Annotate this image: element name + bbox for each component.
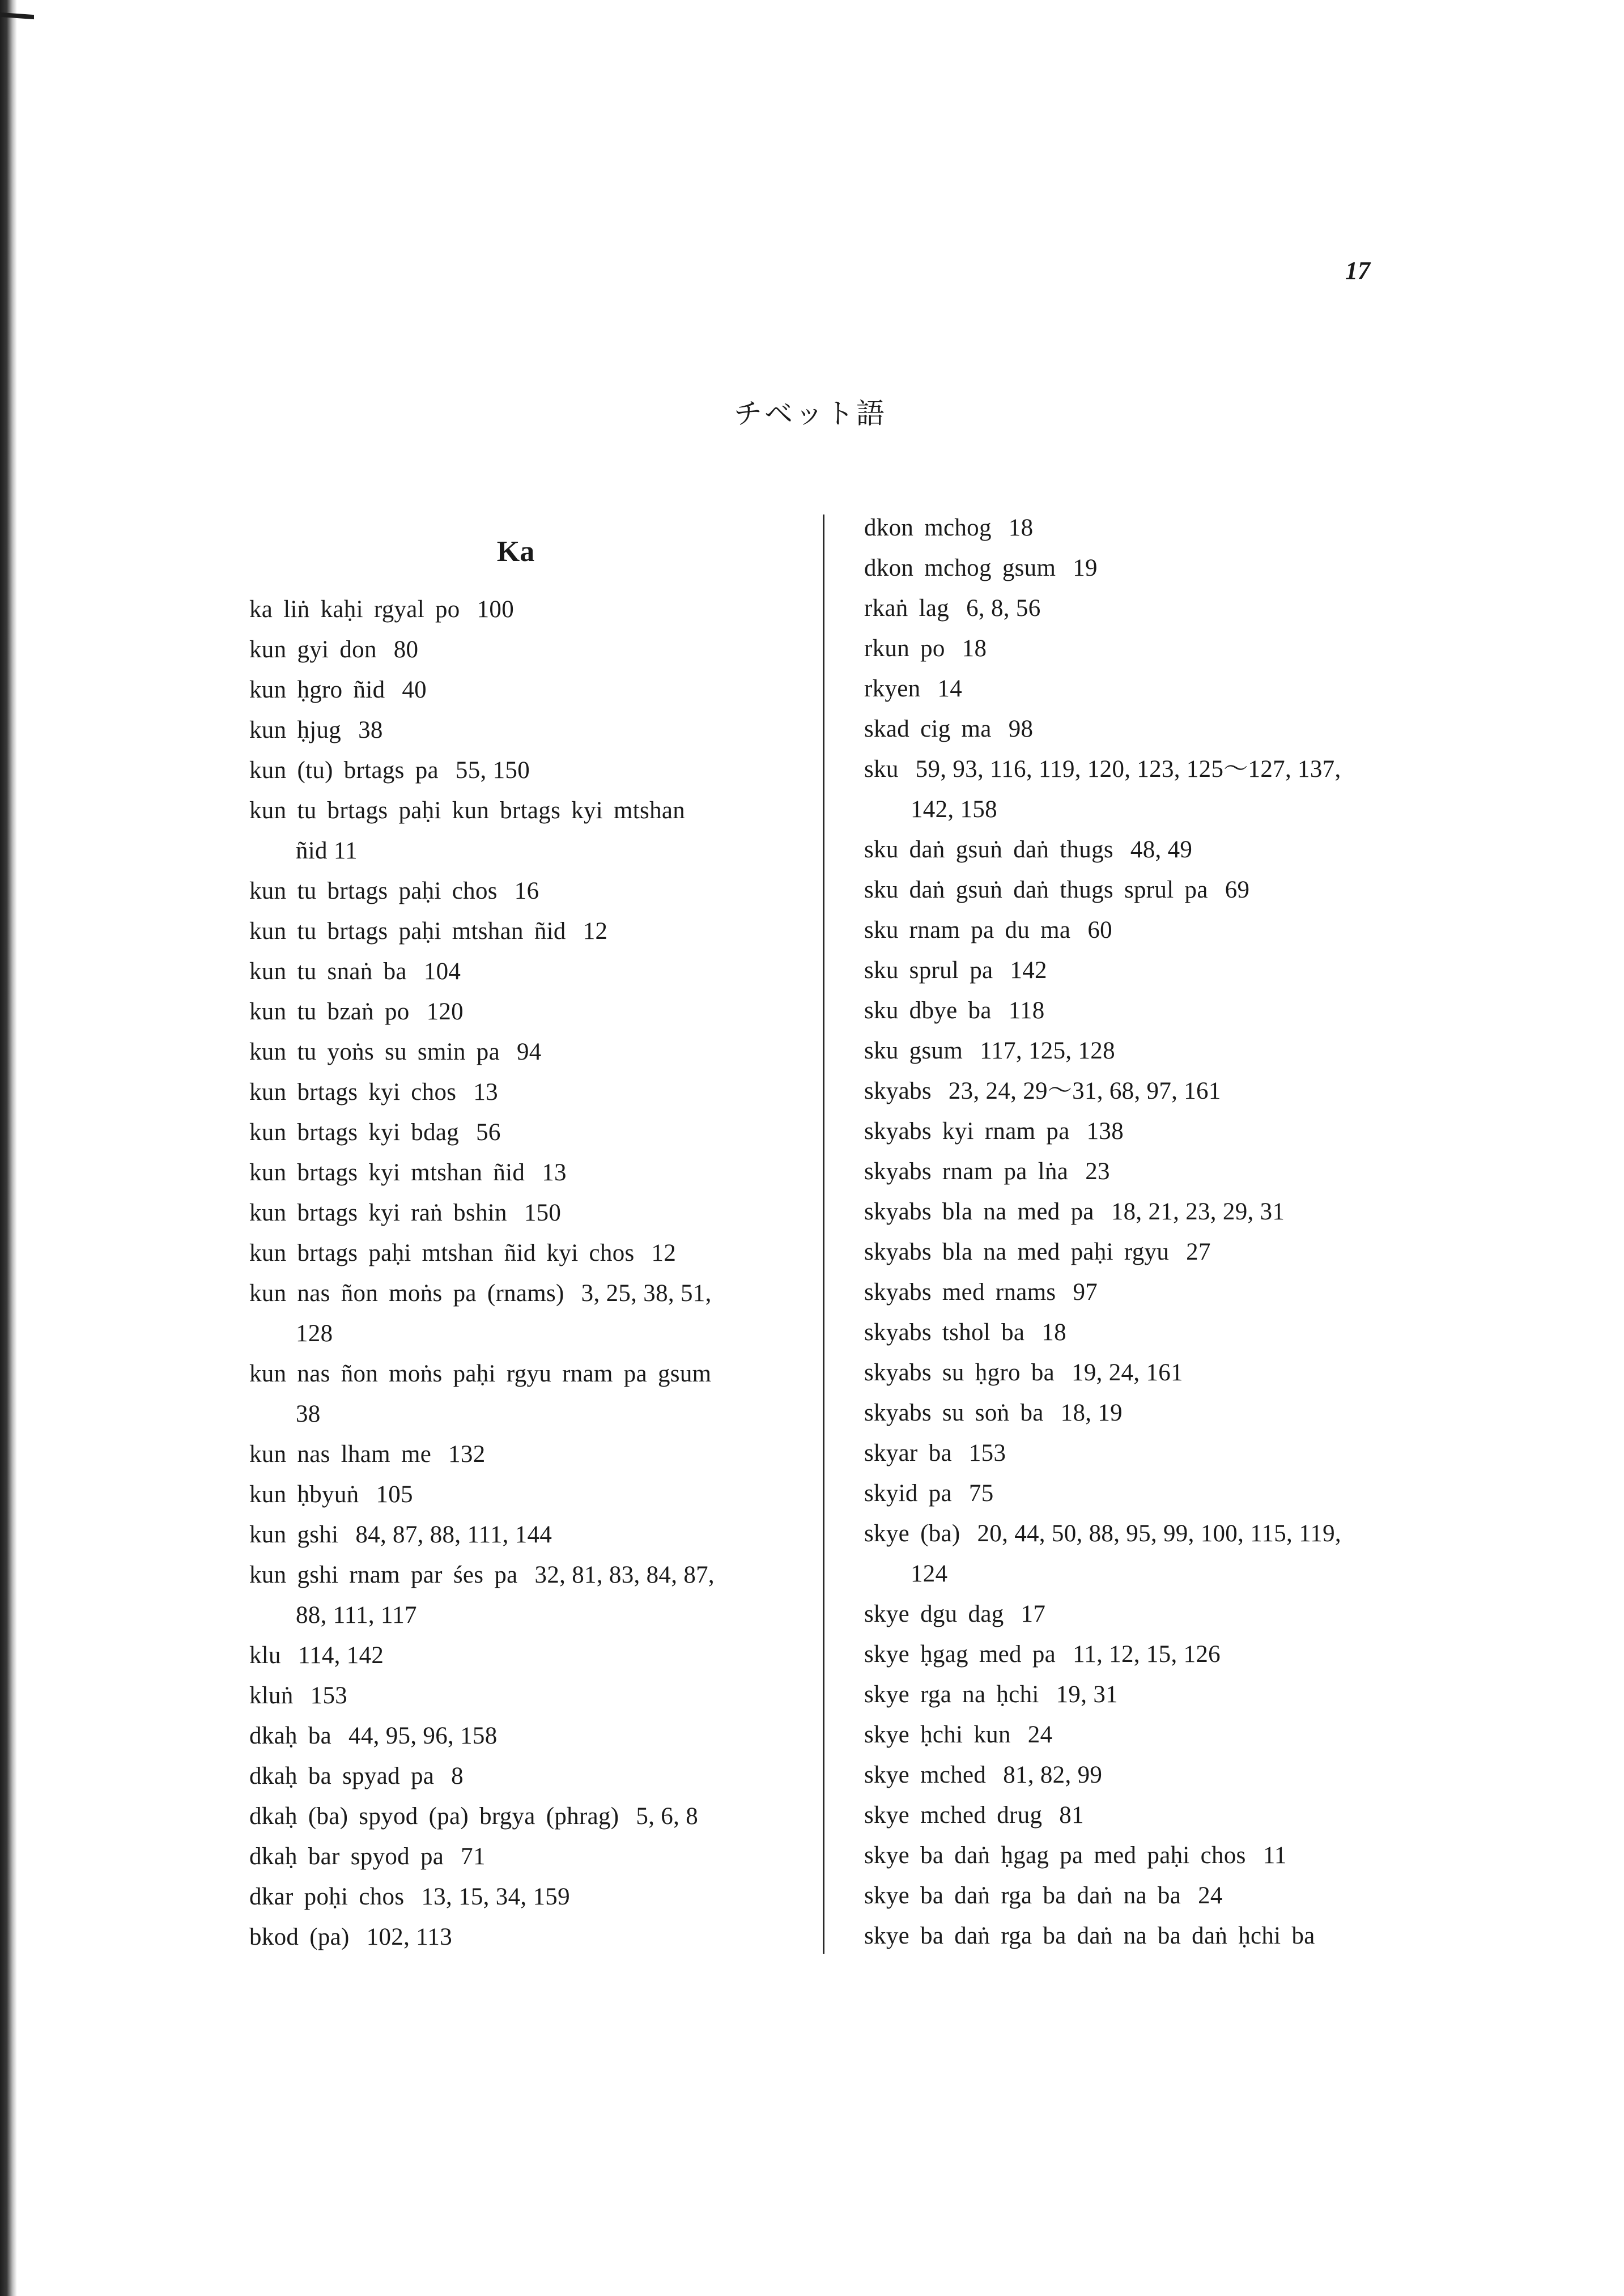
index-entry [864, 1876, 1223, 1916]
index-entry [864, 1513, 1341, 1594]
index-entry [249, 1716, 498, 1756]
index-term: dkon mchog gsum [864, 555, 1056, 581]
index-entry [864, 1272, 1098, 1312]
index-term: kun brtags kyi mtshan ñid [249, 1159, 525, 1186]
index-entry [249, 750, 530, 790]
index-pages: 18, 21, 23, 29, 31 [1111, 1198, 1285, 1225]
index-entry [864, 628, 987, 669]
index-pages: 13, 15, 34, 159 [421, 1883, 570, 1910]
index-term: sku dbye ba [864, 997, 992, 1024]
index-pages: 75 [968, 1480, 994, 1507]
index-entry [249, 1153, 567, 1193]
index-term: skye rga na ḥchi [864, 1681, 1039, 1708]
index-pages: 40 [402, 677, 427, 703]
index-term: sku daṅ gsuṅ daṅ thugs [864, 836, 1113, 863]
index-entry [864, 1795, 1084, 1835]
index-entry [249, 589, 514, 630]
index-pages: 138 [1086, 1118, 1124, 1145]
index-pages: 13 [542, 1159, 567, 1186]
index-term: kun tu brtags paḥi chos [249, 878, 498, 904]
index-entry [864, 1232, 1211, 1272]
index-entry [249, 1072, 498, 1112]
index-pages: 142 [1010, 957, 1047, 984]
index-term: skye mched drug [864, 1802, 1043, 1829]
index-term: kun tu bzaṅ po [249, 998, 410, 1025]
index-term: kluṅ [249, 1682, 294, 1709]
index-entry [249, 1112, 501, 1153]
index-pages: 102, 113 [366, 1924, 452, 1950]
index-pages: 104 [423, 958, 461, 985]
index-entry [864, 1473, 994, 1513]
index-entry [249, 670, 427, 710]
index-pages: 38 [358, 717, 383, 743]
index-entry [249, 1032, 542, 1072]
index-entry [864, 1151, 1110, 1192]
index-term: kun tu brtags paḥi kun brtags kyi mtshan [249, 797, 686, 824]
index-term: sku [864, 756, 899, 783]
index-term: skyabs rnam pa lṅa [864, 1158, 1069, 1185]
index-entry [249, 1434, 486, 1474]
index-entry [864, 1031, 1115, 1071]
index-term: kun brtags paḥi mtshan ñid kyi chos [249, 1240, 635, 1266]
index-term: kun ḥgro ñid [249, 677, 385, 703]
index-pages: 12 [583, 918, 608, 945]
index-pages: 55, 150 [455, 757, 530, 784]
index-term: skye ḥgag med pa [864, 1641, 1056, 1668]
index-pages: 44, 95, 96, 158 [348, 1723, 498, 1749]
index-term: kun ḥjug [249, 717, 342, 743]
index-term: skyabs [864, 1078, 932, 1104]
index-term: ka liṅ kaḥi rgyal po [249, 596, 460, 623]
index-entry [249, 951, 461, 992]
index-term: skyid pa [864, 1480, 952, 1507]
index-term: skye dgu dag [864, 1601, 1004, 1627]
index-term: skyar ba [864, 1440, 952, 1466]
index-term: kun gshi rnam par śes pa [249, 1562, 518, 1588]
index-pages: 81, 82, 99 [1003, 1762, 1103, 1788]
index-pages: 19, 31 [1056, 1681, 1118, 1708]
index-entry [864, 830, 1192, 870]
index-term: dkon mchog [864, 515, 992, 541]
index-entry [864, 1393, 1123, 1433]
index-entry [864, 1111, 1124, 1151]
index-term: kun gyi don [249, 636, 377, 663]
index-term: skye ba daṅ rga ba daṅ na ba daṅ ḥchi ba [864, 1923, 1315, 1949]
index-term: skyabs su soṅ ba [864, 1400, 1044, 1426]
index-entry [864, 1433, 1006, 1473]
index-term: kun brtags kyi chos [249, 1079, 457, 1106]
index-pages: 56 [476, 1119, 501, 1146]
index-term: rkun po [864, 635, 945, 662]
index-pages: 18 [962, 635, 987, 662]
index-pages: 153 [310, 1682, 348, 1709]
index-continuation: 124 [911, 1561, 948, 1587]
index-term: kun nas lham me [249, 1441, 432, 1468]
index-entry [249, 710, 383, 750]
index-term: skye mched [864, 1762, 987, 1788]
index-entry [864, 950, 1047, 990]
index-pages: 98 [1008, 716, 1034, 742]
index-pages: 150 [524, 1200, 562, 1226]
index-pages: 12 [651, 1240, 677, 1266]
column-divider [823, 515, 824, 1954]
index-entry [864, 1192, 1285, 1232]
index-term: rkyen [864, 675, 921, 702]
index-term: dkaḥ bar spyod pa [249, 1843, 444, 1870]
index-entry [249, 1273, 712, 1354]
index-pages: 117, 125, 128 [980, 1038, 1115, 1064]
index-pages: 17 [1021, 1601, 1046, 1627]
index-term: dkaḥ ba [249, 1723, 332, 1749]
index-entry [249, 992, 464, 1032]
scan-edge [0, 0, 17, 2296]
index-entry [864, 1353, 1183, 1393]
index-pages: 18, 19 [1060, 1400, 1123, 1426]
index-pages: 132 [448, 1441, 486, 1468]
index-term: skye ba daṅ rga ba daṅ na ba [864, 1882, 1181, 1909]
index-pages: 16 [514, 878, 539, 904]
index-pages: 114, 142 [297, 1642, 384, 1669]
index-term: kun nas ñon moṅs pa (rnams) [249, 1280, 564, 1307]
index-entry [864, 1835, 1287, 1876]
index-entry [864, 709, 1033, 749]
index-continuation: 38 [296, 1401, 321, 1427]
index-pages: 94 [516, 1039, 542, 1065]
index-pages: 118 [1008, 997, 1045, 1024]
index-entry [249, 1796, 698, 1836]
page-title: チベット語 [734, 397, 887, 430]
index-entry [864, 1755, 1102, 1795]
index-term: dkar poḥi chos [249, 1883, 405, 1910]
index-entry [864, 588, 1041, 628]
index-entry [864, 1312, 1066, 1353]
index-entry [864, 749, 1341, 830]
index-entry [249, 1917, 452, 1957]
index-entry [249, 1193, 561, 1233]
index-term: skyabs bla na med paḥi rgyu [864, 1239, 1170, 1265]
index-term: kun gshi [249, 1521, 339, 1548]
index-entry [864, 1916, 1315, 1956]
index-entry [864, 1674, 1118, 1715]
index-pages: 13 [473, 1079, 498, 1106]
index-entry [864, 1071, 1221, 1111]
index-term: kun nas ñon moṅs paḥi rgyu rnam pa gsum [249, 1360, 712, 1387]
index-pages: 14 [937, 675, 963, 702]
index-pages: 48, 49 [1130, 836, 1193, 863]
page-number: 17 [1345, 257, 1370, 284]
index-entry [249, 1515, 552, 1555]
section-heading: Ka [496, 535, 535, 568]
index-pages: 105 [376, 1481, 413, 1508]
index-pages: 153 [968, 1440, 1006, 1466]
index-entry [864, 910, 1112, 950]
index-pages: 97 [1073, 1279, 1098, 1306]
index-pages: 84, 87, 88, 111, 144 [355, 1521, 552, 1548]
index-pages: 3, 25, 38, 51, [581, 1280, 712, 1307]
index-term: dkaḥ (ba) spyod (pa) brgya (phrag) [249, 1803, 619, 1830]
index-continuation: 128 [296, 1320, 333, 1347]
index-entry [249, 911, 607, 951]
index-term: rkaṅ lag [864, 595, 950, 622]
index-term: skyabs kyi rnam pa [864, 1118, 1070, 1145]
index-pages: 24 [1027, 1721, 1053, 1748]
index-pages: 71 [461, 1843, 486, 1870]
index-pages: 23, 24, 29〜31, 68, 97, 161 [948, 1078, 1221, 1104]
index-pages: 69 [1225, 877, 1250, 903]
index-pages: 19 [1073, 555, 1098, 581]
index-term: skyabs med rnams [864, 1279, 1056, 1306]
index-pages: 100 [477, 596, 514, 623]
index-term: skye ba daṅ ḥgag pa med paḥi chos [864, 1842, 1246, 1869]
index-entry [249, 1635, 384, 1676]
index-term: klu [249, 1642, 281, 1669]
index-entry [249, 1233, 676, 1273]
index-pages: 18 [1041, 1319, 1066, 1346]
index-continuation: ñid 11 [296, 837, 358, 864]
index-pages: 18 [1008, 515, 1034, 541]
index-pages: 32, 81, 83, 84, 87, [534, 1562, 715, 1588]
index-entry [249, 871, 539, 911]
index-term: skyabs bla na med pa [864, 1198, 1094, 1225]
index-entry [864, 1594, 1045, 1634]
index-term: skyabs su ḥgro ba [864, 1359, 1055, 1386]
index-term: skad cig ma [864, 716, 992, 742]
index-pages: 24 [1198, 1882, 1223, 1909]
index-entry [864, 1634, 1221, 1674]
index-entry [249, 790, 685, 871]
index-continuation: 142, 158 [911, 796, 997, 823]
index-entry [864, 990, 1045, 1031]
index-entry [249, 630, 418, 670]
index-entry [249, 1756, 464, 1796]
index-pages: 11, 12, 15, 126 [1073, 1641, 1221, 1668]
index-term: kun tu snaṅ ba [249, 958, 407, 985]
index-term: bkod (pa) [249, 1924, 350, 1950]
index-pages: 19, 24, 161 [1072, 1359, 1183, 1386]
index-term: kun brtags kyi raṅ bshin [249, 1200, 507, 1226]
index-entry [864, 508, 1033, 548]
index-pages: 6, 8, 56 [966, 595, 1041, 622]
index-term: kun tu brtags paḥi mtshan ñid [249, 918, 566, 945]
index-pages: 8 [451, 1763, 464, 1789]
index-pages: 5, 6, 8 [636, 1803, 698, 1830]
index-entry [249, 1877, 570, 1917]
index-pages: 81 [1059, 1802, 1084, 1829]
index-term: sku rnam pa du ma [864, 917, 1071, 943]
index-term: kun brtags kyi bdag [249, 1119, 460, 1146]
index-pages: 27 [1186, 1239, 1211, 1265]
index-term: kun tu yoṅs su smin pa [249, 1039, 500, 1065]
index-term: dkaḥ ba spyad pa [249, 1763, 435, 1789]
index-entry [249, 1354, 711, 1434]
index-pages: 23 [1085, 1158, 1110, 1185]
index-term: skye ḥchi kun [864, 1721, 1011, 1748]
index-entry [249, 1474, 413, 1515]
index-term: skyabs tshol ba [864, 1319, 1025, 1346]
index-entry [249, 1555, 715, 1635]
index-pages: 11 [1262, 1842, 1287, 1869]
index-term: kun (tu) brtags pa [249, 757, 439, 784]
index-entry [249, 1676, 347, 1716]
index-term: kun ḥbyuṅ [249, 1481, 359, 1508]
index-continuation: 88, 111, 117 [296, 1602, 417, 1629]
index-term: sku daṅ gsuṅ daṅ thugs sprul pa [864, 877, 1208, 903]
index-pages: 59, 93, 116, 119, 120, 123, 125〜127, 137, [915, 756, 1341, 783]
index-entry [864, 669, 962, 709]
index-term: sku gsum [864, 1038, 963, 1064]
index-pages: 80 [393, 636, 419, 663]
index-term: sku sprul pa [864, 957, 993, 984]
index-entry [864, 548, 1098, 588]
index-entry [864, 870, 1249, 910]
index-term: skye (ba) [864, 1520, 960, 1547]
index-pages: 120 [426, 998, 464, 1025]
index-pages: 60 [1087, 917, 1112, 943]
index-pages: 20, 44, 50, 88, 95, 99, 100, 115, 119, [977, 1520, 1341, 1547]
index-entry [249, 1836, 486, 1877]
index-entry [864, 1715, 1052, 1755]
